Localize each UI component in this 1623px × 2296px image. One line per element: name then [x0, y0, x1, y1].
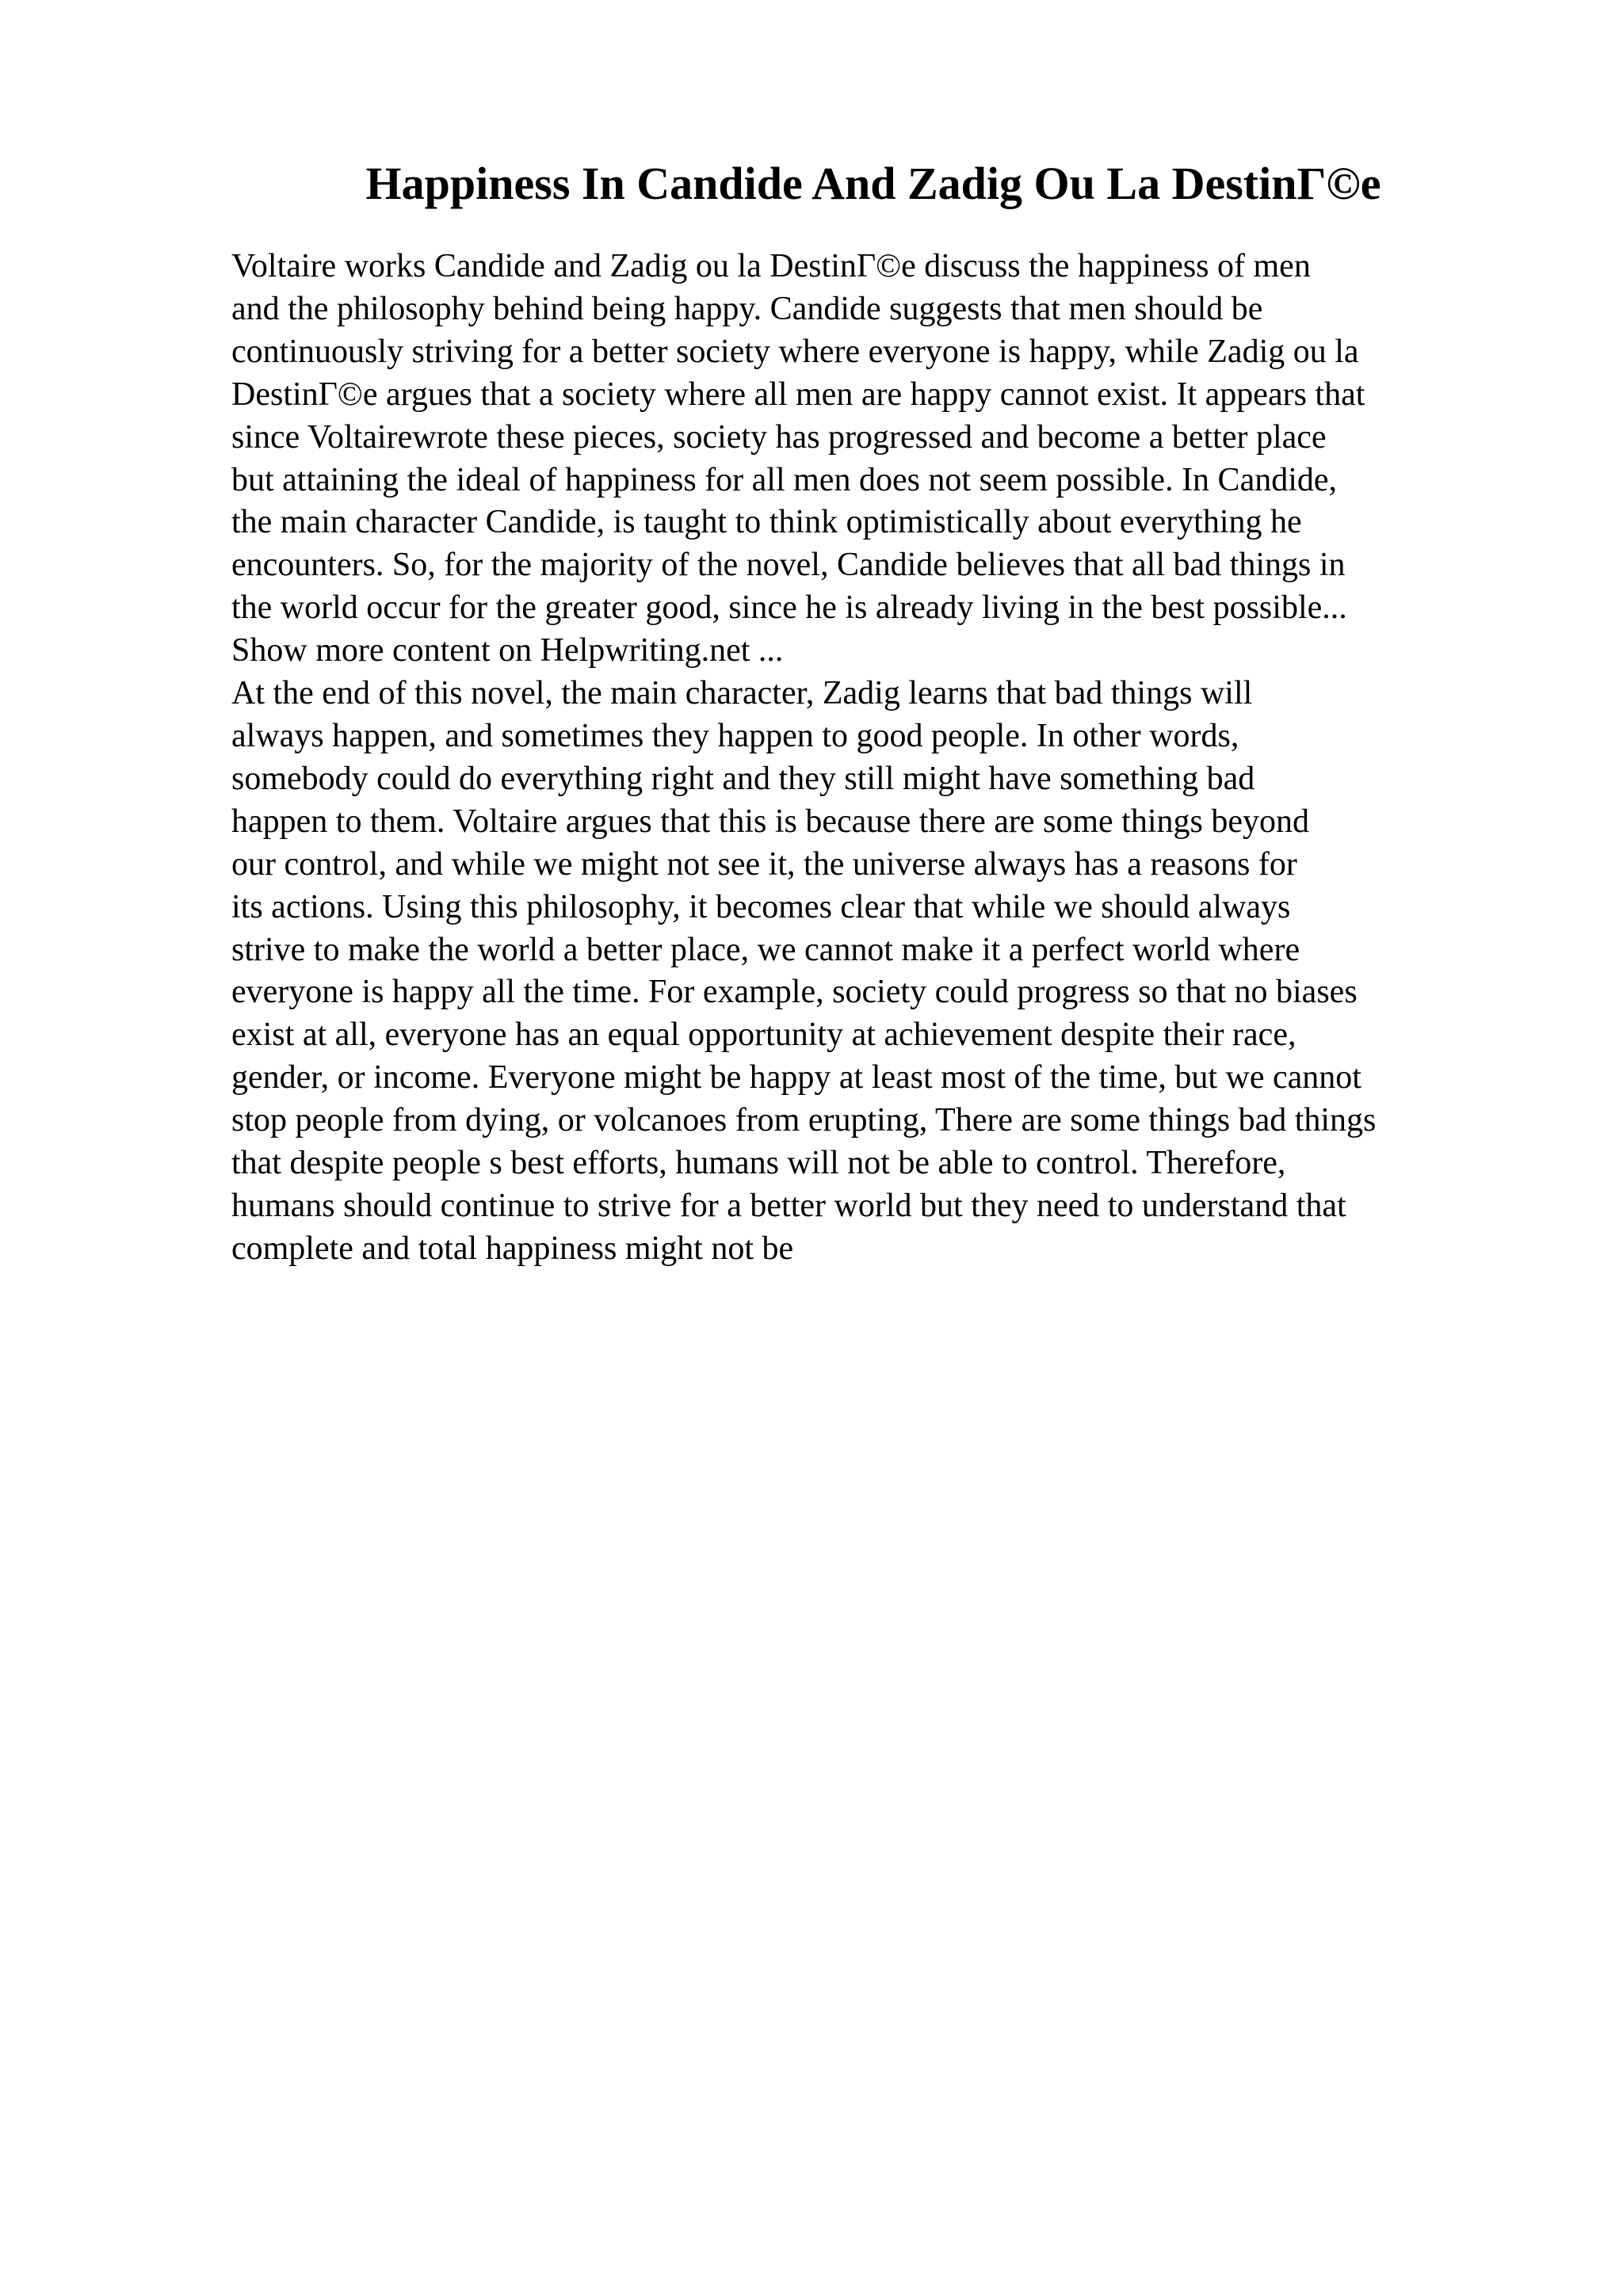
body-line: but attaining the ideal of happiness for all men does not seem possible. In Candide, [231, 461, 1338, 498]
body-line: encounters. So, for the majority of the novel, Candide believes that all bad things in [231, 547, 1346, 584]
body-line: gender, or income. Everyone might be happy at least most of the time, but we cannot [231, 1059, 1361, 1097]
body-line: that despite people s best efforts, humans will not be able to control. Therefore, [231, 1145, 1286, 1182]
body-line: stop people from dying, or volcanoes from erupting, There are some things bad things [231, 1102, 1377, 1139]
body-line: continuously striving for a better society where everyone is happy, while Zadig ou la [231, 333, 1359, 370]
body-line: its actions. Using this philosophy, it becomes clear that while we should always [231, 888, 1291, 925]
body-line: always happen, and sometimes they happen to good people. In other words, [231, 717, 1239, 754]
body-line: happen to them. Voltaire argues that this is because there are some things beyond [231, 803, 1309, 840]
body-line: and the philosophy behind being happy. Candide suggests that men should be [231, 290, 1263, 327]
body-line: everyone is happy all the time. For example, society could progress so that no biases [231, 974, 1358, 1011]
show-more-link[interactable]: Show more content on Helpwriting.net ... [231, 632, 784, 669]
body-line: the world occur for the greater good, since he is already living in the best possible... [231, 589, 1347, 627]
body-line: the main character Candide, is taught to think optimistically about everything he [231, 504, 1302, 541]
body-line: since Voltairewrote these pieces, society has progressed and become a better place [231, 418, 1327, 456]
body-line: somebody could do everything right and they still might have something bad [231, 760, 1255, 797]
body-line: humans should continue to strive for a better world but they need to understand that [231, 1187, 1346, 1224]
body-line: At the end of this novel, the main character, Zadig learns that bad things will [231, 675, 1253, 712]
body-line: complete and total happiness might not be [231, 1230, 794, 1267]
document-body [231, 246, 1610, 1271]
body-line: exist at all, everyone has an equal opportunity at achievement despite their race, [231, 1016, 1296, 1054]
body-line: strive to make the world a better place, we cannot make it a perfect world where [231, 931, 1300, 968]
body-line: our control, and while we might not see it, the universe always has a reasons for [231, 845, 1297, 883]
body-line: DestinГ©e argues that a society where all men are happy cannot exist. It appears that [231, 376, 1365, 413]
document-title: Happiness In Candide And Zadig Ou La DestinГ©e [365, 158, 1381, 209]
body-line: Voltaire works Candide and Zadig ou la DestinГ©e discuss the happiness of men [231, 248, 1311, 284]
